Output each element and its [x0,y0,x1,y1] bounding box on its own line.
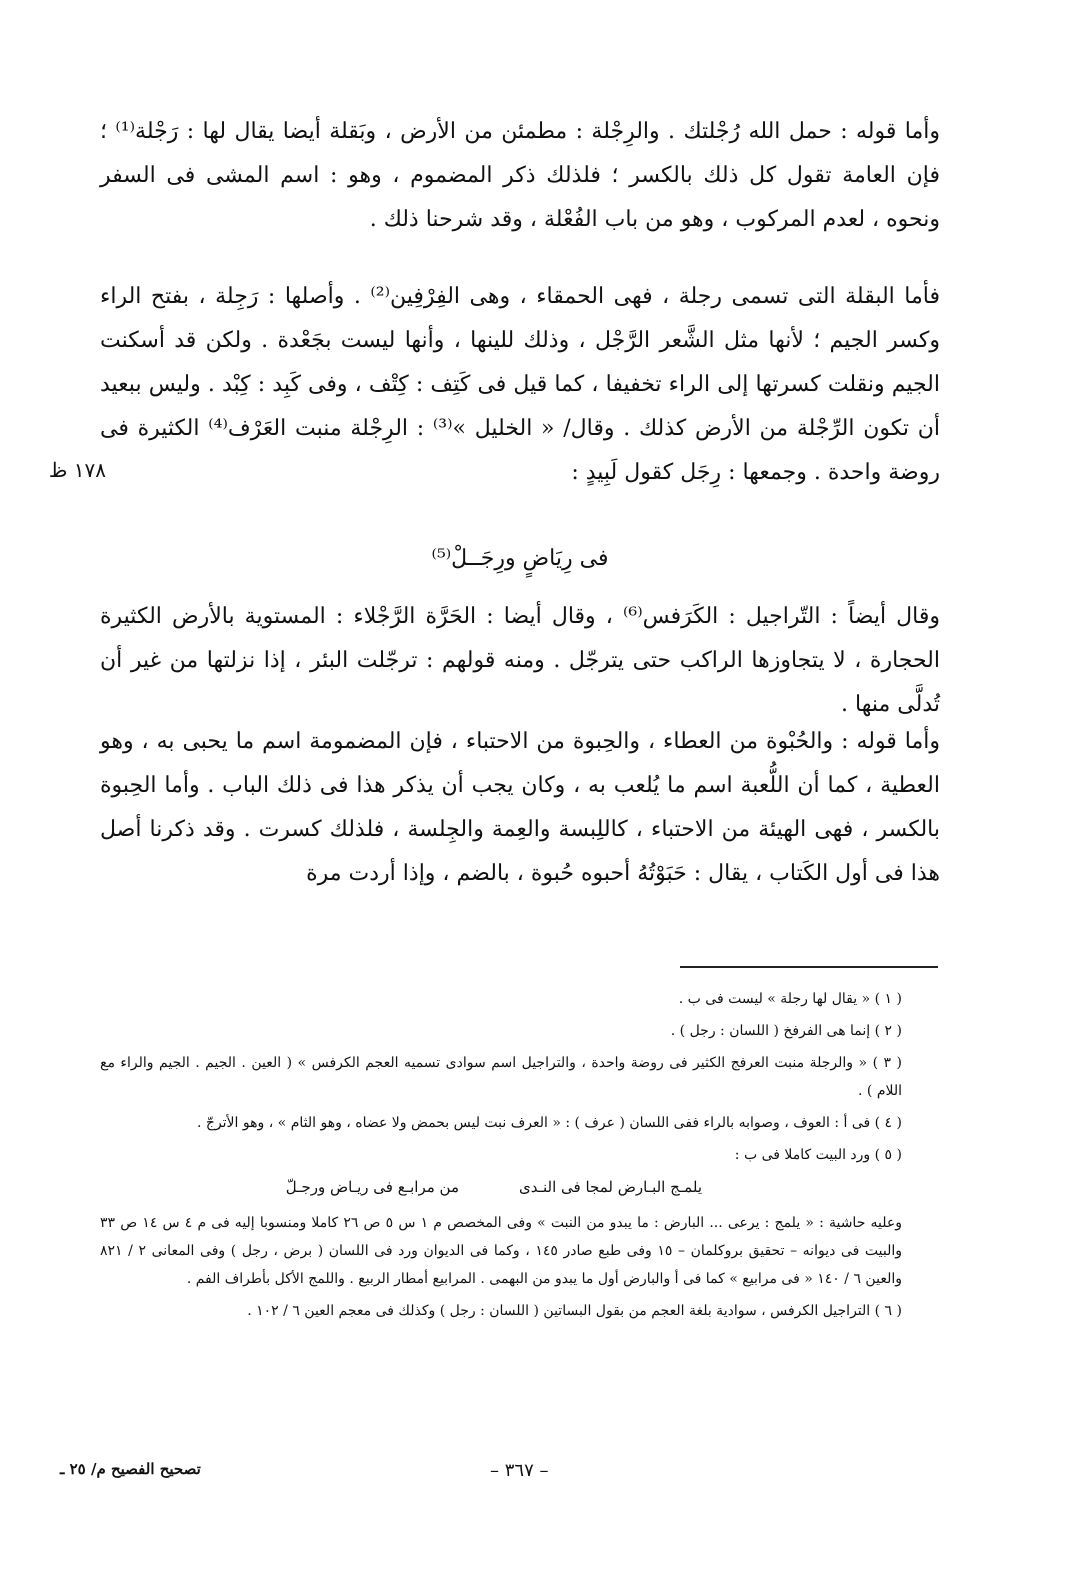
footnote-4: ( ٤ ) فى أ : العوف ، وصوابه بالراء ففى اللسان ( عرف ) : « العرف نبت ليس بحمض ولا عضاه ، وهو الثام » ، وهو الأترجّ . [197,1115,902,1131]
body-paragraph [100,110,940,242]
footnote-2: ( ٢ ) إنما هى الفرفخ ( اللسان : رجل ) . [670,1023,902,1039]
paragraph-text: وأما قوله : والحُبْوة من العطاء ، والحِبوة من الاحتباء ، فإن المضمومة اسم ما يحبى به ، وهو العطية ، كما أن اللُّعبة اسم ما يُلعب به ، وكان يجب أن يذكر هذا فى ذلك الباب . وأما الحِبوة بالكسر ، فهى الهيئة من الاحتباء ، كاللِبسة والعِمة والجِلسة ، فلذلك كسرت . وقد ذكرنا أصل هذا فى أول الكَتاب ، يقال : حَبَوْتُهُ أحبوه حُبوة ، بالضم ، وإذا أردت مرة [100,729,940,886]
body-paragraph [100,720,940,896]
footnote-3: ( ٣ ) « والرجلة منبت العرفج الكثير فى روضة واحدة ، والتراجيل اسم سوادى تسميه العجم الكرفس » ( العين . الجيم . الجيم والراء مع اللام ) . [100,1055,902,1099]
footnote-5-note: وعليه حاشية : « يلمج : يرعى ... البارض : ما يبدو من النبت » وفى المخصص م ١ س ٥ ص ٢٦ كاملا ومنسوبا إليه فى م ٤ س ١٤ ص ٣٣ والبيت فى ديوانه – تحقيق بروكلمان – ١٥ وفى طبع صادر ١٤٥ ، وكما فى الديوان ورد فى اللسان ( برض ، رجل ) وفى المعانى ٢ / ٨٢١ والعين ٦ / ١٤٠ « فى مرابيع » كما فى أ والبارض أول ما يبدو من البهمى . المرابيع أمطار الربيع . واللمج الأكل بأطراف الفم . [100,1215,902,1287]
margin-manuscript-reference: ١٧٨ ظ [48,458,106,482]
footnote-6: ( ٦ ) التراجيل الكرفس ، سوادية بلغة العجم من بقول البساتين ( اللسان : رجل ) وكذلك فى معجم العين ٦ / ١٠٢ . [247,1303,902,1319]
signature-mark: تصحيح الفصيح م/ ٢٥ ـ [60,1460,201,1478]
footnote-separator [680,966,938,968]
page-number: – ٣٦٧ – [490,1460,549,1481]
body-paragraph [100,275,940,495]
paragraph-text: وقال أيضاً : التّراجيل : الكَرَفس⁽⁶⁾ ، وقال أيضا : الحَرَّة الرَّجْلاء : المستوية بالأرض الكثيرة الحجارة ، لا يتجاوزها الراكب حتى يترجّل . ومنه قولهم : ترجّلت البئر ، إذا نزلتها من غير أن تُدلَّى منها . [100,604,940,717]
page-footer [30,1460,930,1490]
paragraph-text: وأما قوله : حمل الله رُجْلتك . والرِجْلة : مطمئن من الأرض ، وبَقلة أيضا يقال لها : رَجْلة⁽¹⁾ ؛ فإن العامة تقول كل ذلك بالكسر ؛ فلذلك ذكر المضموم ، وهو : اسم المشى فى السفر ونحوه ، لعدم المركوب ، وهو من باب الفُعْلة ، وقد شرحنا ذلك . [100,119,940,232]
footnote-poem-line [100,1173,942,1201]
footnote-5: ( ٥ ) ورد البيت كاملا فى ب : [734,1147,902,1163]
paragraph-text: فأما البقلة التى تسمى رجلة ، فهى الحمقاء ، وهى الفِرْفِين⁽²⁾ . وأصلها : رَجِلة ، بفتح الراء وكسر الجيم ؛ لأنها مثل الشَّعر الرَّجْل ، وذلك للينها ، وأنها ليست بجَعْدة . ولكن قد أسكنت الجيم ونقلت كسرتها إلى الراء تخفيفا ، كما قيل فى كَتِف : كِتْف ، وفى كَبِد : كِبْد . وليس ببعيد أن تكون الرِّجْلة من الأرض كذلك . وقال/ « الخليل »⁽³⁾ : الرِجْلة منبت العَرْف⁽⁴⁾ الكثيرة فى روضة واحدة . وجمعها : رِجَل كقول لَبِيدٍ : [100,284,940,485]
footnote-1: ( ١ ) « يقال لها رجلة » ليست فى ب . [678,991,902,1007]
footnotes-section [100,985,942,1329]
body-paragraph [100,595,940,727]
verse-quote: فى رِيَاضٍ ورِجَــلْ⁽⁵⁾ [431,546,609,571]
poem-hemistich-second: من مرابـع فى ريـاض ورجـلّ [285,1178,459,1196]
poem-hemistich-first: يلمـج البـارض لمجا فى النـدى [518,1178,702,1196]
